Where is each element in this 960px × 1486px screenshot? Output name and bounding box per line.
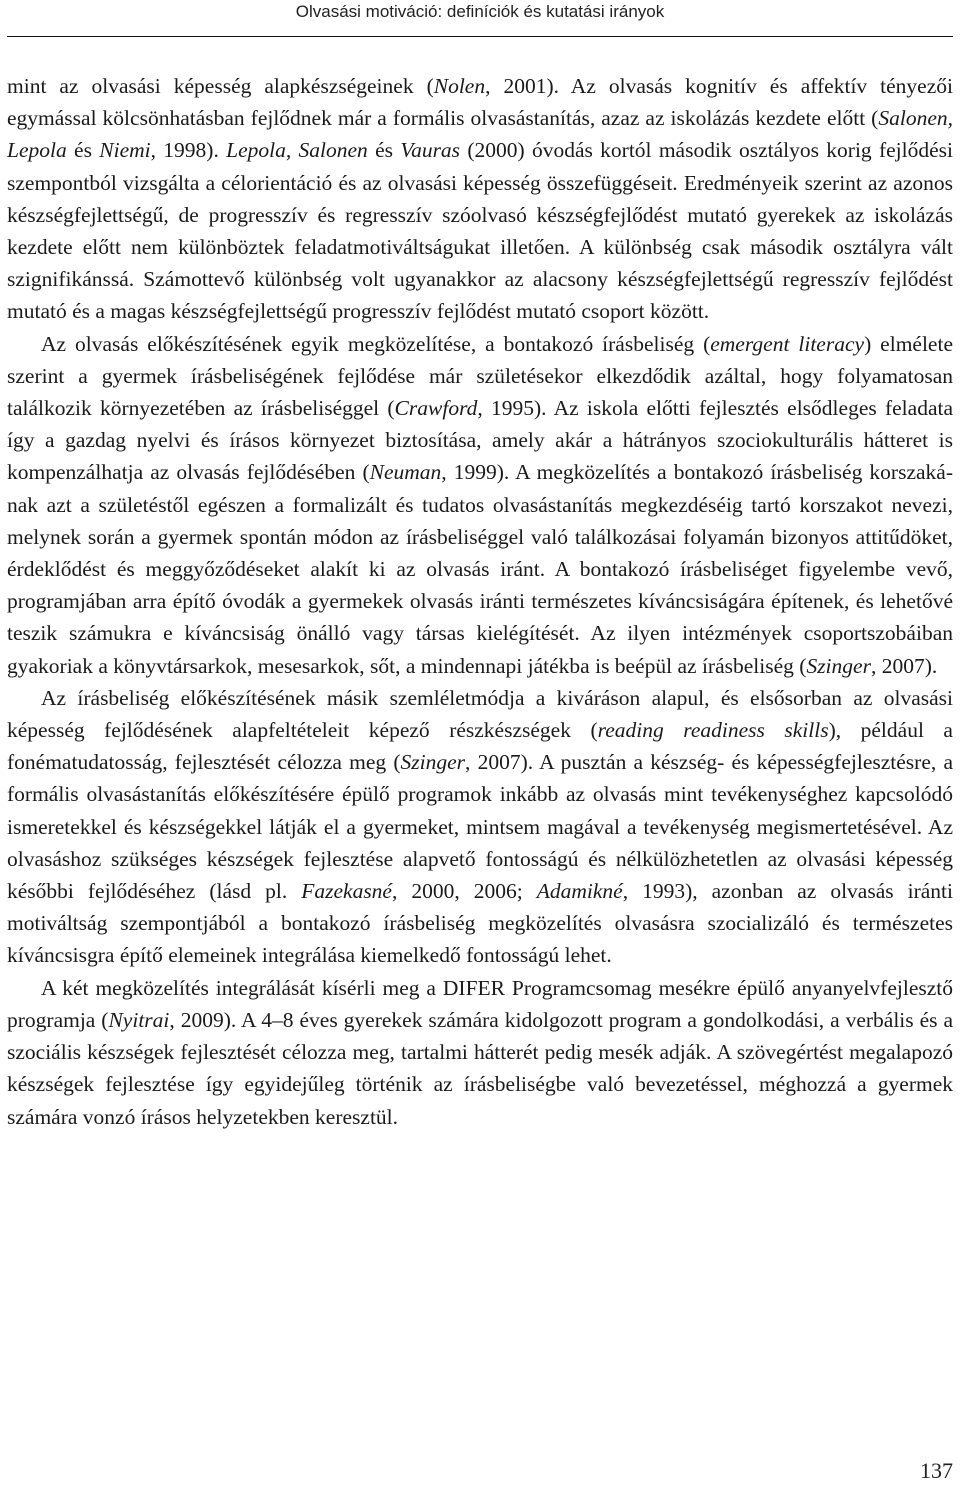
paragraph: A két megközelítés integrálását kísérli meg a DIFER Programcsomag mesékre épülő anyanyelvfejlesztő programja (Nyitrai, 2009). A 4–8 éves gyerekek számára kidolgozott program a gondolkodási, a verbális és a szociális készségek fejlesztését célozza meg, tartalmi hátterét pedig mesék adják. A szövegértést megalapozó készségek fejlesztése így egyidejűleg történik az írásbeliségbe való bevezetéssel, méghozzá a gyermek számára vonzó írásos helyzetekben keresztül. — [7, 975, 954, 1129]
paragraph: Az olvasás előkészítésének egyik megközelítése, a bontakozó írásbeliség (emergent literacy) elmélete szerint a gyermek írásbeliségének fejlődése már születésekor elkezdődik azáltal, hogy folyamatosan találkozik környezetében az írásbeliséggel (Crawford, 1995). Az iskola előtti fejlesztés elsődleges feladata így a gazdag nyelvi és írásos környezet biztosítása, amely akár a hátrányos szociokulturális hátteret is kompenzálhatja az olvasás fejlődésében (Neuman, 1999). A megközelítés a bontakozó írásbeliség korszakának azt a születéstől egészen a formalizált és tudatos olvasástanítás megkezdéséig tartó korszakot nevezi, melynek során a gyermek spontán módon az írásbeliséggel való találkozásai folyamán bizonyos attitűdöket, érdeklődést és meggyőződéseket alakít ki az olvasás iránt. A bontakozó írásbeliséget figyelembe vevő, programjában arra építő óvodák a gyermekek olvasás iránti természetes kíváncsiságára építenek, és lehetővé teszik számukra e kíváncsiság önálló vagy társas kielégítését. Az ilyen intézmények csoportszobáiban gyakoriak a könyvtársarkok, mesesarkok, sőt, a mindennapi játékba is beépül az írásbeliség (Szinger, 2007). — [7, 331, 953, 678]
paragraph: Az írásbeliség előkészítésének másik szemléletmódja a kiváráson alapul, és elsősorban az olvasási képesség fejlődésének alapfeltételeit képező részkészségek (reading readiness skills), például a fonématudatosság, fejlesztését célozza meg (Szinger, 2007). A pusztán a készség- és képességfejlesztésre, a formális olvasástanítás előkészítésére épülő programok inkább az olvasás mint tevékenységhez kapcsolódó ismeretekkel és készségekkel látják el a gyermeket, mintsem magával a tevékenység megismertetésével. Az olvasáshoz szükséges készségek fejlesztése alapvető fontosságú és nélkülözhetetlen az olvasási képesség későbbi fejlődéséhez (lásd pl. Fazekasné, 2000, 2006; Adamikné, 1993), azonban az olvasás iránti motiváltság szempontjából a bontakozó írásbeliség megközelítés olvasásra szocializáló és természetes kíváncsisgra építő elemeinek integrálása kiemelkedő fontosságú lehet. — [7, 685, 953, 968]
paragraph: mint az olvasási képesség alapkészségeinek (Nolen, 2001). Az olvasás kognitív és affektív tényezői egymással kölcsönhatásban fejlődnek már a formális olvasástanítás, azaz az iskolázás kezdete előtt (Salonen, Lepola és Niemi, 1998). Lepola, Salonen és Vauras (2000) óvodás kortól második osztályos korig fejlődési szempontból vizsgálta a célorientáció és az olvasási képesség összefüggéseit. Eredményeik szerint az azonos készségfejlettségű, de progresszív és regresszív szóolvasó készségfejlődést mutató gyerekek az iskolázás kezdete előtt nem különböztek feladatmotiváltságukat illetően. A különbség csak második osztályra vált szignifikánssá. Számottevő különbség volt ugyanakkor az alacsony készségfejlettségű regresszív fejlődést mutató és a magas készségfejlettségű progresszív fejlődést mutató csoport között. — [7, 74, 953, 324]
body-text — [7, 70, 953, 1133]
header-rule — [7, 36, 953, 37]
page-number: 137 — [920, 1458, 953, 1483]
running-header: Olvasási motiváció: definíciók és kutatási irányok — [295, 2, 665, 21]
